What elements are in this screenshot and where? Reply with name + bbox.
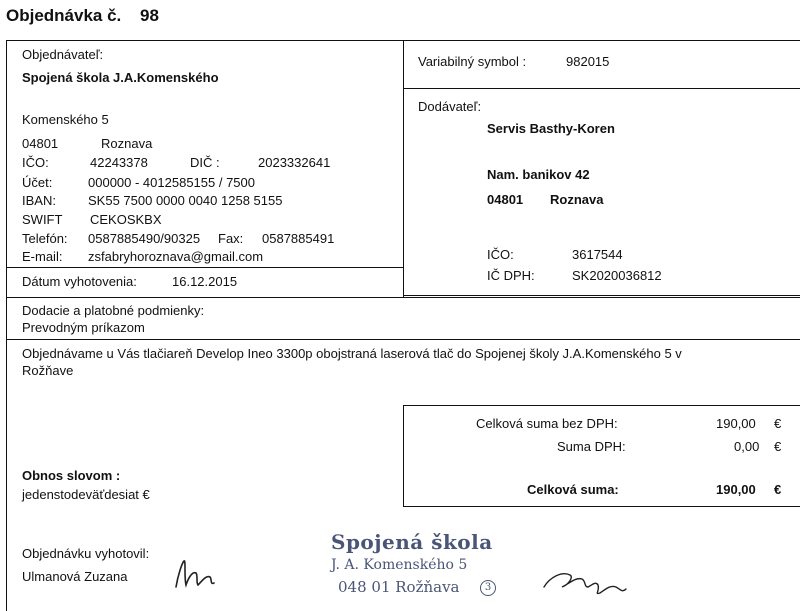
header-bottom-line xyxy=(6,297,800,298)
issue-date: 16.12.2015 xyxy=(172,274,238,289)
orderer-phone: 0587885490/90325 xyxy=(88,231,201,246)
order-text-line2: Rožňave xyxy=(22,363,74,378)
orderer-phone-label: Telefón: xyxy=(22,231,68,246)
supplier-ico-label: IČO: xyxy=(487,247,514,262)
orderer-swift-label: SWIFT xyxy=(22,212,63,227)
issued-by-name: Ulmanová Zuzana xyxy=(22,569,128,584)
orderer-email: zsfabryhoroznava@gmail.com xyxy=(88,249,264,264)
signature-issuer xyxy=(170,555,220,595)
supplier-icdph-label: IČ DPH: xyxy=(487,268,535,283)
grand-total-currency: € xyxy=(774,482,782,497)
orderer-iban-label: IBAN: xyxy=(22,193,56,208)
supplier-heading: Dodávateľ: xyxy=(418,99,482,114)
supplier-icdph: SK2020036812 xyxy=(572,268,662,283)
orderer-dic: 2023332641 xyxy=(258,155,331,170)
left-border xyxy=(6,40,7,611)
date-divider xyxy=(6,267,403,268)
orderer-email-label: E-mail: xyxy=(22,249,63,264)
terms-value: Prevodným príkazom xyxy=(22,320,145,335)
order-text-line1: Objednávame u Vás tlačiareň Develop Ineo 3300p obojstraná laserová tlač do Spojenej školy J.A.Komenského 5 v xyxy=(22,346,682,361)
orderer-account-label: Účet: xyxy=(22,175,53,190)
stamp-line1: Spojená škola xyxy=(331,530,493,554)
title-label: Objednávka č. xyxy=(6,6,122,25)
grand-total-label: Celková suma: xyxy=(527,482,619,497)
orderer-ico: 42243378 xyxy=(90,155,148,170)
orderer-heading: Objednávateľ: xyxy=(22,47,104,62)
grand-total-value: 190,00 xyxy=(716,482,756,497)
orderer-street: Komenského 5 xyxy=(22,112,109,127)
orderer-dic-label: DIČ : xyxy=(190,155,220,170)
orderer-fax: 0587885491 xyxy=(262,231,335,246)
vat-value: 0,00 xyxy=(734,439,760,454)
orderer-iban: SK55 7500 0000 0040 1258 5155 xyxy=(88,193,283,208)
orderer-fax-label: Fax: xyxy=(218,231,244,246)
orderer-account: 000000 - 4012585155 / 7500 xyxy=(88,175,255,190)
supplier-name: Servis Basthy-Koren xyxy=(487,121,615,136)
signature-director xyxy=(540,563,630,599)
issued-by-label: Objednávku vyhotovil: xyxy=(22,546,150,561)
vat-currency: € xyxy=(774,439,782,454)
stamp-number: 3 xyxy=(480,580,496,596)
variable-symbol-label: Variabilný symbol : xyxy=(418,54,527,69)
supplier-ico: 3617544 xyxy=(572,247,623,262)
orderer-city: Roznava xyxy=(101,136,153,151)
orderer-name: Spojená škola J.A.Komenského xyxy=(22,70,219,85)
issue-date-label: Dátum vyhotovenia: xyxy=(22,274,137,289)
amount-words: jedenstodeväťdesiat € xyxy=(22,487,150,502)
stamp-line2: J. A. Komenského 5 xyxy=(331,557,468,573)
order-number: 98 xyxy=(140,6,159,25)
net-total-value: 190,00 xyxy=(716,416,756,431)
amount-words-label: Obnos slovom : xyxy=(22,468,121,483)
orderer-swift: CEKOSKBX xyxy=(90,212,162,227)
terms-bottom-line xyxy=(6,339,800,340)
stamp-line3: 048 01 Rožňava xyxy=(338,578,460,596)
orderer-ico-label: IČO: xyxy=(22,155,49,170)
page-title xyxy=(6,6,159,26)
supplier-zip: 04801 xyxy=(487,192,524,207)
supplier-city: Roznava xyxy=(550,192,604,207)
variable-symbol: 982015 xyxy=(566,54,610,69)
net-total-currency: € xyxy=(774,416,782,431)
supplier-street: Nam. banikov 42 xyxy=(487,167,590,182)
terms-label: Dodacie a platobné podmienky: xyxy=(22,303,205,318)
orderer-zip: 04801 xyxy=(22,136,59,151)
net-total-label: Celková suma bez DPH: xyxy=(476,416,618,431)
vat-label: Suma DPH: xyxy=(557,439,626,454)
